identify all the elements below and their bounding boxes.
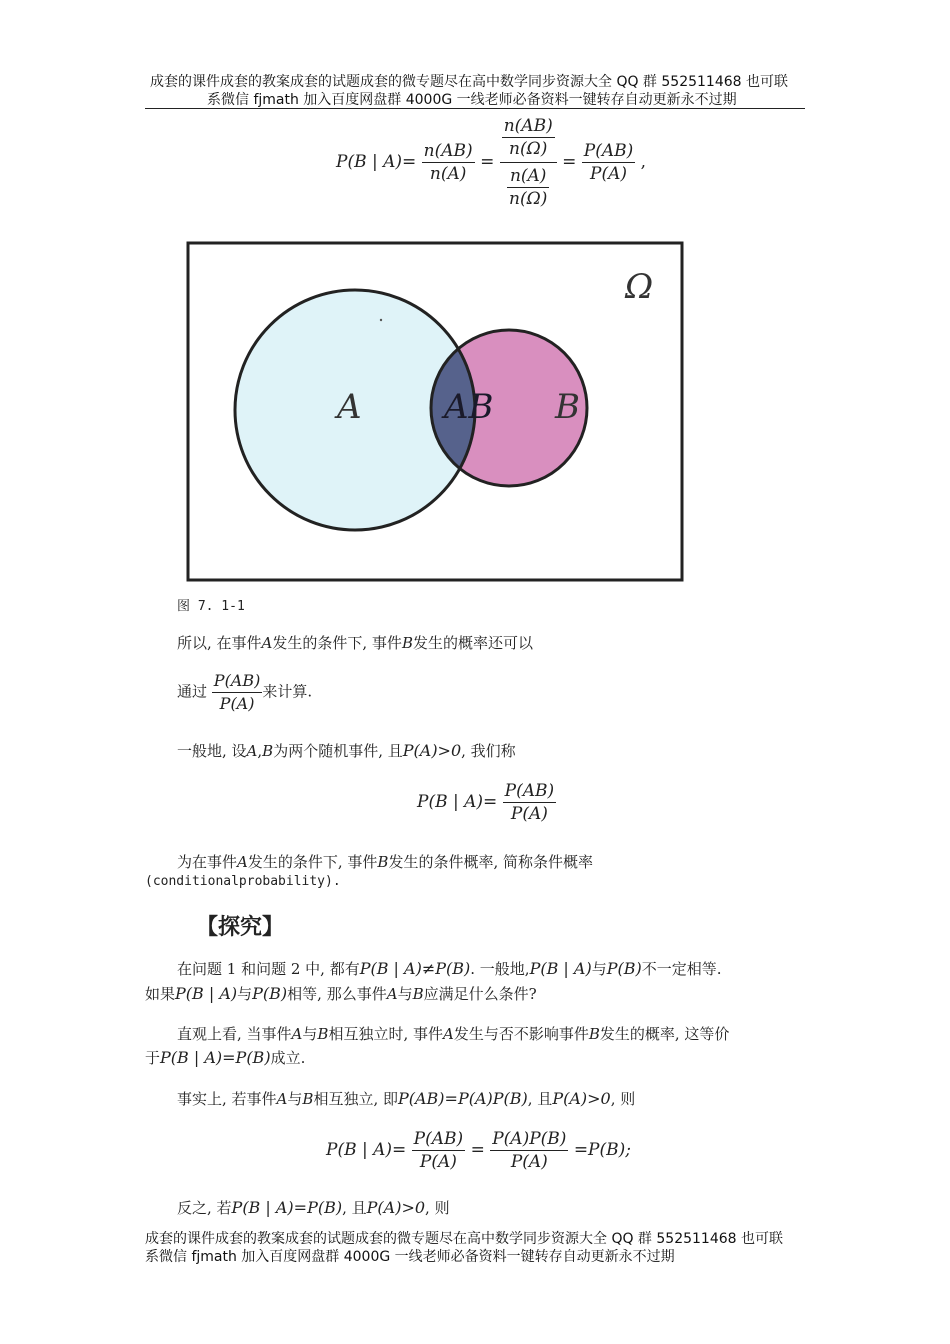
var-a: A bbox=[442, 1025, 454, 1043]
var-b: B bbox=[377, 853, 389, 871]
text: 通过 bbox=[177, 682, 208, 701]
var-b: B bbox=[401, 634, 413, 652]
var-a: A bbox=[276, 1090, 288, 1108]
text: 与 bbox=[591, 960, 607, 978]
text: 事实上, 若事件 bbox=[177, 1090, 277, 1108]
paragraph-question bbox=[177, 958, 722, 980]
text: , 且 bbox=[342, 1199, 367, 1217]
text: 所以, 在事件 bbox=[177, 634, 262, 652]
text: 与 bbox=[237, 985, 253, 1003]
text: 发生的条件概率, 简称条件概率 bbox=[388, 853, 593, 871]
fraction-den: P(A) bbox=[510, 804, 548, 824]
text: 发生的概率, 这等价 bbox=[599, 1025, 730, 1043]
math-inline: P(B) bbox=[606, 959, 642, 978]
paragraph-question-line2 bbox=[145, 983, 537, 1005]
text: 发生的条件下, 事件 bbox=[272, 634, 402, 652]
paragraph-term bbox=[177, 851, 593, 873]
text: 应满足什么条件? bbox=[423, 985, 537, 1003]
text: . 一般地, bbox=[470, 960, 530, 978]
var-a: A bbox=[386, 985, 398, 1003]
paragraph-definition bbox=[177, 740, 516, 762]
text: 一般地, 设 bbox=[177, 742, 247, 760]
text: 与 bbox=[287, 1090, 303, 1108]
inner-fraction-bottom bbox=[507, 165, 549, 210]
text: 为两个随机事件, 且 bbox=[273, 742, 403, 760]
text: 相互独立时, 事件 bbox=[328, 1025, 443, 1043]
equals-sign: = bbox=[562, 152, 577, 172]
var-a: A bbox=[246, 742, 258, 760]
var-b: B bbox=[412, 985, 424, 1003]
text: , 则 bbox=[425, 1199, 450, 1217]
text: 直观上看, 当事件 bbox=[177, 1025, 292, 1043]
fraction-den: P(A) bbox=[590, 164, 627, 184]
venn-label-a: A bbox=[337, 387, 362, 427]
paragraph-intro bbox=[177, 632, 533, 654]
formula-conditional-count bbox=[336, 115, 646, 210]
math-inline: P(B | A) bbox=[175, 984, 238, 1003]
text: 来计算. bbox=[262, 682, 313, 701]
text: 成立. bbox=[270, 1049, 306, 1067]
fraction-den: P(A) bbox=[510, 1152, 548, 1172]
text: 与 bbox=[397, 985, 413, 1003]
text: 发生的条件下, 事件 bbox=[247, 853, 378, 871]
formula-conditional-probability bbox=[417, 780, 556, 825]
paragraph-intuition bbox=[177, 1023, 729, 1045]
section-title-explore: 【探究】 bbox=[196, 915, 285, 940]
fraction-den: P(A) bbox=[219, 694, 255, 713]
header-line-1: 成套的课件成套的教案成套的试题成套的微专题尽在高中数学同步资源大全 QQ 群 552511468 也可联 bbox=[150, 74, 789, 90]
text: , 且 bbox=[527, 1090, 553, 1108]
footer-line-2: 系微信 fjmath 加入百度网盘群 4000G 一线老师必备资料一键转存自动更新永不过期 bbox=[145, 1249, 675, 1265]
math-inline: P(B | A)≠P(B) bbox=[359, 959, 471, 978]
compound-numerator bbox=[500, 115, 557, 163]
text: 为在事件 bbox=[177, 853, 238, 871]
fraction-den: n(A) bbox=[429, 164, 467, 184]
text: , 则 bbox=[610, 1090, 636, 1108]
paragraph-compute bbox=[177, 670, 312, 715]
compound-denominator bbox=[500, 163, 557, 210]
text: 如果 bbox=[145, 985, 176, 1003]
text: , bbox=[257, 742, 263, 760]
text: 在问题 1 和问题 2 中, 都有 bbox=[177, 960, 360, 978]
figure-caption: 图 7. 1-1 bbox=[177, 599, 245, 614]
fraction-1 bbox=[412, 1128, 465, 1173]
var-a: A bbox=[261, 634, 273, 652]
fraction-num: P(AB) bbox=[504, 781, 555, 801]
venn-diagram bbox=[185, 240, 687, 585]
inner-fraction-top bbox=[502, 115, 555, 160]
inner-den-num: n(A) bbox=[507, 165, 549, 188]
formula-independence bbox=[326, 1128, 631, 1173]
venn-label-omega: Ω bbox=[625, 267, 654, 307]
text: 发生与否不影响事件 bbox=[453, 1025, 589, 1043]
fraction-den: P(A) bbox=[419, 1152, 457, 1172]
math-inline: P(A)>0 bbox=[552, 1089, 611, 1108]
text: 与 bbox=[302, 1025, 318, 1043]
formula-rhs: =P(B); bbox=[573, 1140, 631, 1160]
text: 于 bbox=[145, 1049, 161, 1067]
paragraph-proof bbox=[177, 1088, 635, 1110]
var-b: B bbox=[588, 1025, 600, 1043]
comma: , bbox=[640, 152, 647, 172]
math-inline: P(A)>0 bbox=[402, 741, 462, 760]
fraction-2 bbox=[490, 1128, 568, 1173]
text: 发生的概率还可以 bbox=[412, 634, 533, 652]
text: 不一定相等. bbox=[641, 960, 722, 978]
inner-den-den: n(Ω) bbox=[509, 189, 548, 209]
header-rule bbox=[145, 108, 805, 109]
var-b: B bbox=[262, 742, 274, 760]
text: 反之, 若 bbox=[177, 1199, 232, 1217]
text: 相等, 那么事件 bbox=[287, 985, 387, 1003]
fraction-num: P(AB) bbox=[413, 1129, 464, 1149]
inner-num-num: n(AB) bbox=[503, 116, 553, 136]
fraction-num: n(AB) bbox=[423, 141, 473, 161]
term-english: (conditionalprobability). bbox=[145, 874, 341, 889]
var-a: A bbox=[291, 1025, 303, 1043]
text: 相互独立, 即 bbox=[313, 1090, 398, 1108]
fraction-num: P(AB) bbox=[212, 670, 263, 693]
fraction-probability bbox=[503, 780, 556, 825]
math-inline: P(A)>0 bbox=[366, 1198, 426, 1217]
fraction-count bbox=[422, 140, 475, 185]
venn-label-b: B bbox=[555, 387, 580, 427]
math-inline: P(B | A)=P(B) bbox=[160, 1048, 271, 1067]
formula-lhs: P(B | A)= bbox=[336, 152, 417, 172]
var-b: B bbox=[302, 1090, 314, 1108]
equals-sign: = bbox=[470, 1140, 485, 1160]
equals-sign: = bbox=[480, 152, 495, 172]
fraction-num: P(A)P(B) bbox=[492, 1129, 567, 1149]
formula-lhs: P(B | A)= bbox=[417, 792, 498, 812]
math-inline: P(B) bbox=[252, 984, 288, 1003]
fraction-probability bbox=[582, 140, 635, 185]
paragraph-converse bbox=[177, 1197, 450, 1219]
footer-line-1: 成套的课件成套的教案成套的试题成套的微专题尽在高中数学同步资源大全 QQ 群 552511468 也可联 bbox=[145, 1231, 784, 1247]
var-b: B bbox=[317, 1025, 329, 1043]
fraction-inline bbox=[212, 670, 263, 715]
var-a: A bbox=[237, 853, 248, 871]
fraction-compound bbox=[500, 115, 557, 210]
fraction-num: P(AB) bbox=[583, 141, 634, 161]
header-line-2: 系微信 fjmath 加入百度网盘群 4000G 一线老师必备资料一键转存自动更新永不过期 bbox=[207, 92, 737, 108]
formula-lhs: P(B | A)= bbox=[326, 1140, 407, 1160]
math-inline: P(B | A) bbox=[529, 959, 592, 978]
math-inline: P(B | A)=P(B) bbox=[231, 1198, 343, 1217]
paragraph-intuition-line2 bbox=[145, 1047, 305, 1069]
inner-num-den: n(Ω) bbox=[509, 139, 548, 159]
math-inline: P(AB)=P(A)P(B) bbox=[397, 1089, 528, 1108]
text: , 我们称 bbox=[461, 742, 516, 760]
venn-label-ab: AB bbox=[444, 387, 494, 427]
